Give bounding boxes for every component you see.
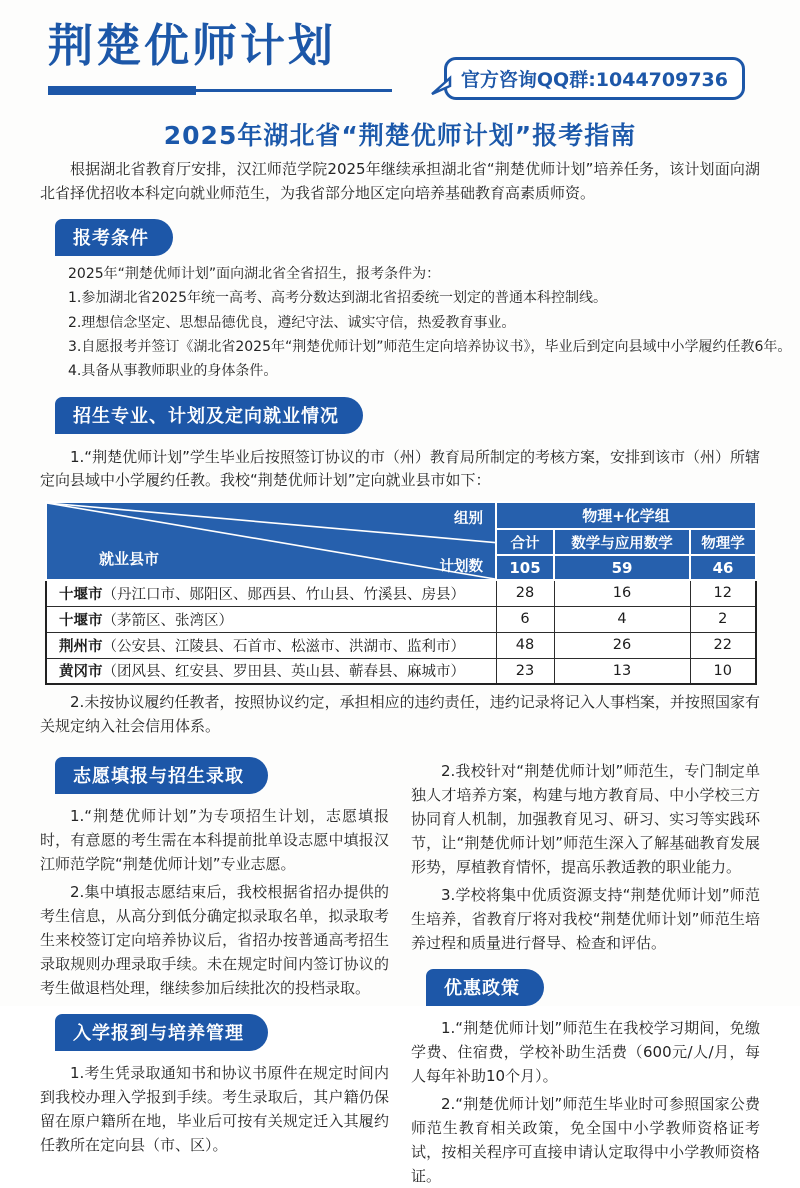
city-cell [46, 606, 496, 632]
page-title: 2025年湖北省“荆楚优师计划”报考指南 [163, 121, 637, 150]
value-math: 16 [554, 580, 690, 606]
condition-line: 3.自愿报考并签订《湖北省2025年“荆楚优师计划”师范生定向培养协议书》，毕业后到定向县域中小学履约任教6年。 [68, 338, 792, 355]
city-name: 黄冈市 [59, 664, 103, 681]
volunteer-paragraph-1: 1.“荆楚优师计划”为专项招生计划，志愿填报时，有意愿的考生需在本科提前批单设志愿中填报汉江师范学院“荆楚优师计划”专业志愿。 [40, 806, 389, 873]
admission-paragraph-2: 2.我校针对“荆楚优师计划”师范生，专门制定单独人才培养方案，构建与地方教育局、中小学校三方协同育人机制，加强教育见习、研习、实习等实践环节，让“荆楚优师计划”师范生深入了解基础教育发展形势，厚植教育情怀，提高乐教适教的职业能力。 [411, 761, 760, 876]
content [0, 158, 800, 739]
value-total: 28 [496, 580, 554, 606]
value-total: 6 [496, 606, 554, 632]
section-badge-policy: 优惠政策 [426, 969, 544, 1006]
enrollment-paragraph-1: 1.“荆楚优师计划”学生毕业后按照签订协议的市（州）教育局所制定的考核方案，安排到该市（州）所辖定向县域中小学履约任教。我校“荆楚优师计划”定向就业县市如下： [40, 447, 760, 490]
city-name: 十堰市 [59, 612, 103, 629]
city-cell [46, 658, 496, 684]
admission-paragraph-3: 3.学校将集中优质资源支持“荆楚优师计划”师范生培养，省教育厅将对我校“荆楚优师计划”师范生培养过程和质量进行督导、检查和评估。 [411, 885, 760, 952]
city-areas: （公安县、江陵县、石首市、松滋市、洪湖市、监利市） [102, 638, 465, 655]
value-math: 4 [554, 606, 690, 632]
table-row [46, 632, 756, 658]
speech-bubble-tail-icon [431, 77, 451, 95]
conditions-list [40, 262, 792, 382]
column-header-physics: 物理学 [690, 529, 756, 555]
section-badge-conditions: 报考条件 [55, 219, 173, 256]
admission-paragraph-1: 1.考生凭录取通知书和协议书原件在规定时间内到我校办理入学报到手续。考生录取后，其户籍仍保留在原户籍所在地，毕业后可按有关规定迁入其履约任教所在定向县（市、区）。 [40, 1063, 389, 1154]
section-badge-admission: 入学报到与培养管理 [55, 1014, 268, 1051]
condition-line: 4.具备从事教师职业的身体条件。 [68, 362, 278, 379]
condition-line: 2025年“荆楚优师计划”面向湖北省全省招生，报考条件为： [68, 266, 441, 283]
value-math: 26 [554, 632, 690, 658]
qq-group-label: 官方咨询QQ群:1044709736 [460, 69, 728, 91]
city-cell [46, 580, 496, 606]
column-header-math: 数学与应用数学 [554, 529, 690, 555]
physics-count: 46 [690, 555, 756, 580]
total-count: 105 [496, 555, 554, 580]
corner-label-group: 组别 [454, 511, 483, 528]
intro-paragraph: 根据湖北省教育厅安排，汉江师范学院2025年继续承担湖北省“荆楚优师计划”培养任务，该计划面向湖北省择优招收本科定向就业师范生，为我省部分地区定向培养基础教育高素质师资。 [40, 160, 760, 202]
table-row [46, 658, 756, 684]
table-group-header: 物理+化学组 [496, 502, 756, 529]
value-total: 48 [496, 632, 554, 658]
city-cell [46, 632, 496, 658]
underline-thick-segment [48, 86, 196, 95]
left-column [40, 743, 389, 1188]
city-areas: （丹江口市、郧阳区、郧西县、竹山县、竹溪县、房县） [102, 586, 465, 603]
city-areas: （茅箭区、张湾区） [102, 612, 233, 629]
column-header-total: 合计 [496, 529, 554, 555]
underline-thin-segment [196, 89, 392, 92]
city-name: 荆州市 [59, 638, 103, 655]
math-count: 59 [554, 555, 690, 580]
value-physics: 10 [690, 658, 756, 684]
two-column-area [0, 743, 800, 1188]
table-row [46, 580, 756, 606]
policy-paragraph-1: 1.“荆楚优师计划”师范生在我校学习期间，免缴学费、住宿费，学校补助生活费（600元/人/月，每人每年补助10个月）。 [411, 1018, 760, 1085]
section-badge-enrollment: 招生专业、计划及定向就业情况 [55, 397, 363, 434]
corner-label-county: 就业县市 [99, 550, 160, 569]
table-corner-cell [46, 502, 496, 580]
city-areas: （团风县、红安县、罗田县、英山县、蕲春县、麻城市） [102, 664, 465, 681]
section-badge-volunteer: 志愿填报与招生录取 [55, 757, 268, 794]
policy-paragraph-2: 2.“荆楚优师计划”师范生毕业时可参照国家公费师范生教育相关政策，免全国中小学教师资格证考试，按相关程序可直接申请认定取得中小学教师资格证。 [411, 1094, 760, 1185]
city-name: 十堰市 [59, 586, 103, 603]
qq-group-bubble [444, 57, 745, 100]
header [0, 0, 800, 112]
condition-line: 1.参加湖北省2025年统一高考、高考分数达到湖北省招委统一划定的普通本科控制线。 [68, 290, 607, 307]
corner-label-plan-count: 计划数 [439, 559, 483, 576]
right-column [411, 743, 760, 1188]
value-total: 23 [496, 658, 554, 684]
value-physics: 12 [690, 580, 756, 606]
table-row [46, 606, 756, 632]
volunteer-paragraph-2: 2.集中填报志愿结束后，我校根据省招办提供的考生信息，从高分到低分确定拟录取名单，拟录取考生来校签订定向培养协议后，省招办按普通高考招生录取规则办理录取手续。未在规定时间内签订协议的考生做退档处理，继续参加后续批次的投档录取。 [40, 882, 389, 997]
value-physics: 2 [690, 606, 756, 632]
value-math: 13 [554, 658, 690, 684]
employment-plan-table [45, 501, 757, 685]
enrollment-paragraph-2: 2.未按协议履约任教者，按照协议约定，承担相应的违约责任，违约记录将记入人事档案，并按照国家有关规定纳入社会信用体系。 [40, 693, 760, 735]
program-logo-title: 荆楚优师计划 [48, 19, 337, 72]
condition-line: 2.理想信念坚定、思想品德优良，遵纪守法、诚实守信，热爱教育事业。 [68, 314, 516, 331]
value-physics: 22 [690, 632, 756, 658]
